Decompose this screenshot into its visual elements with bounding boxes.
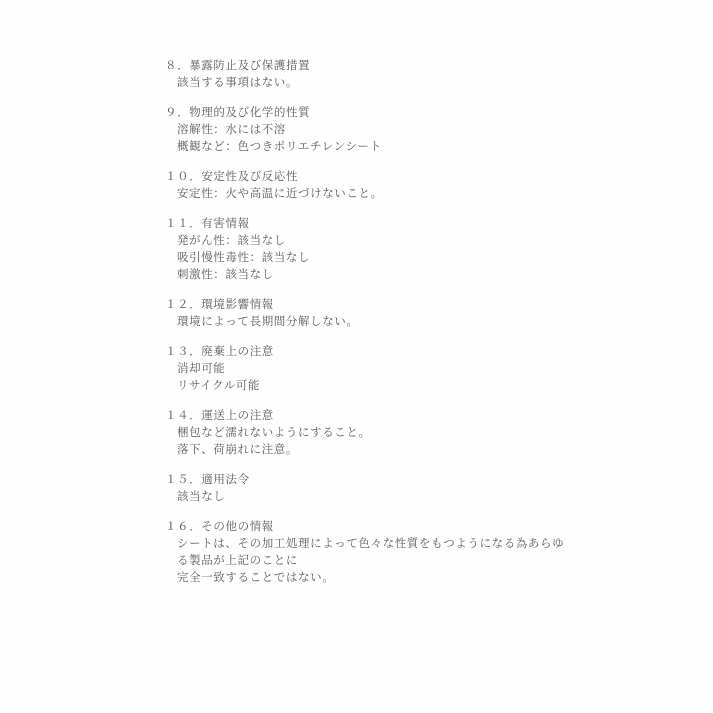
section-heading: ９．物理的及び化学的性質 — [165, 107, 311, 119]
section-line: 梱包など濡れないようにすること。 — [177, 427, 371, 439]
section-13 — [165, 344, 585, 395]
section-heading: １４．運送上の注意 — [165, 410, 274, 422]
section-15 — [165, 472, 585, 506]
section-12 — [165, 297, 585, 331]
section-line: 該当する事項はない。 — [177, 77, 298, 89]
section-heading: １３．廃棄上の注意 — [165, 346, 274, 358]
section-heading: １５．適用法令 — [165, 474, 250, 486]
section-line: シートは、その加工処理によって色々な性質をもつようになる為あらゆる製品が上記のことに — [177, 538, 565, 567]
section-line: 該当なし — [177, 491, 226, 503]
section-heading: １６．その他の情報 — [165, 521, 274, 533]
section-line: 環境によって長期間分解しない。 — [177, 316, 359, 328]
section-heading: １１．有害情報 — [165, 218, 250, 230]
section-line: リサイクル可能 — [177, 380, 261, 392]
section-line: 完全一致することではない。 — [177, 572, 335, 584]
section-heading: １０．安定性及び反応性 — [165, 171, 299, 183]
section-line: 溶解性：水には不溶 — [177, 124, 286, 136]
section-14 — [165, 408, 585, 459]
section-line: 刺激性：該当なし — [177, 269, 274, 281]
section-9 — [165, 105, 585, 156]
section-11 — [165, 216, 585, 284]
section-line: 落下、荷崩れに注意。 — [177, 444, 298, 456]
section-10 — [165, 169, 585, 203]
document-body — [165, 58, 585, 600]
section-line: 概観など：色つきポリエチレンシート — [177, 141, 382, 153]
section-line: 安定性：火や高温に近づけないこと。 — [177, 188, 383, 200]
section-line: 吸引慢性毒性：該当なし — [177, 252, 311, 264]
section-heading: ８．暴露防止及び保護措置 — [165, 60, 311, 72]
section-heading: １２．環境影響情報 — [165, 299, 274, 311]
section-line: 消却可能 — [177, 363, 226, 375]
section-16 — [165, 519, 585, 587]
section-8 — [165, 58, 585, 92]
section-line: 発がん性：該当なし — [177, 235, 286, 247]
